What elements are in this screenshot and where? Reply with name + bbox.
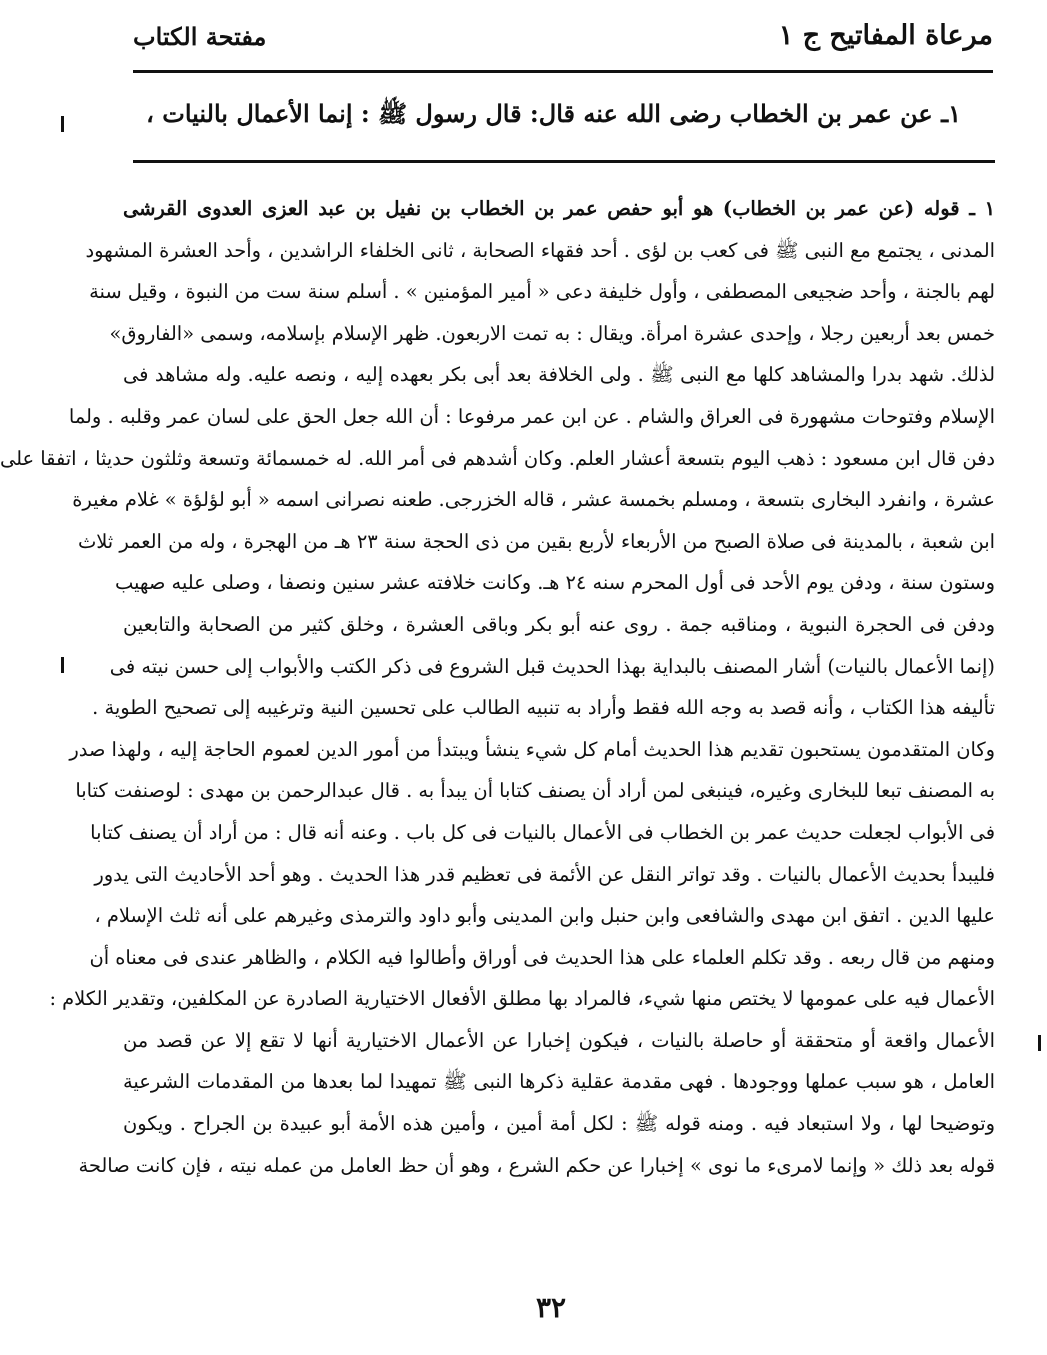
commentary-line: دفن قال ابن مسعود : ذهب اليوم بتسعة أعشار العلم. وكان أشدهم فى أمر الله. له خمسمائة وتسعة وثلثون حديثا ، اتفقا على [0,446,995,470]
commentary-line: خمس بعد أربعين رجلا ، وإحدى عشرة امرأة. ويقال : به تمت الاربعون. ظهر الإسلام بإسلامه، وسمى «الفاروق» [109,321,995,345]
commentary-line: عليها الدين . اتفق ابن مهدى والشافعى وابن حنبل وابن المدينى وأبو داود والترمذى وغيرهم على أنه ثلث الإسلام ، [94,904,995,928]
commentary-line: ودفن فى الحجرة النبوية ، ومناقبه جمة . روى عنه أبو بكر وباقى العشرة ، وخلق كثير من الصحابة والتابعين [123,612,995,636]
commentary-line: قوله بعد ذلك « وإنما لامرىء ما نوى » إخبارا عن حكم الشرع ، وهو أن حظ العامل من عمله نيته ، فإن كانت صالحة [78,1153,995,1177]
commentary-line: تأليفه هذا الكتاب ، وأنه قصد به وجه الله فقط وأراد به تنبيه الطالب على تحسين النية وترغيبه إلى تصحيح الطوية . [92,696,995,720]
section-title: مفتحة الكتاب [133,22,267,51]
commentary-line: الأعمال واقعة أو متحققة أو حاصلة بالنيات ، فيكون إخبارا عن الأعمال الاختيارية أنها لا تقع إلا عن قصد من [123,1028,995,1052]
commentary-line: به المصنف تبعا للبخارى وغيره، فينبغى لمن أراد أن يصنف كتابا أن يبدأ به . قال عبدالرحمن بن مهدى : لوصنفت كتابا [75,779,995,803]
commentary-line: الإسلام وفتوحات مشهورة فى العراق والشام . عن ابن عمر مرفوعا : أن الله جعل الحق على لسان عمر وقلبه . ولما [68,404,995,428]
commentary-line: وستون سنة ، ودفن يوم الأحد فى أول المحرم سنه ٢٤ هـ. وكانت خلافته عشر سنين ونصفا ، وصلى عليه صهيب [114,571,995,595]
commentary-line: (إنما الأعمال بالنيات) أشار المصنف بالبداية بهذا الحديث قبل الشروع فى ذكر الكتب والأبواب إلى حسن نيته فى [109,654,995,678]
scan-edge-mark [61,657,64,673]
running-header [133,20,993,73]
hadith-text: ١ـ عن عمر بن الخطاب رضى الله عنه قال: قال رسول ﷺ : إنما الأعمال بالنيات ، [146,99,961,128]
commentary-body [0,188,995,1186]
separator-rule [133,160,995,163]
commentary-line: ابن شعبة ، بالمدينة فى صلاة الصبح من الأربعاء لأربع بقين من ذى الحجة سنة ٢٣ هـ من الهجرة ، وله من العمر ثلاث [77,529,995,553]
commentary-line: الأعمال فيه على عمومها لا يختص منها شيء، فالمراد بها مطلق الأفعال الاختيارية الصادرة عن المكلفين، وتقدير الكلام : [49,987,995,1011]
scan-edge-mark [61,116,64,132]
page-number: ٣٢ [535,1291,567,1324]
commentary-line: ١ ـ قوله (عن عمر بن الخطاب) هو أبو حفص عمر بن الخطاب بن نفيل بن عبد العزى العدوى القرشى [123,197,995,220]
commentary-line: لذلك. شهد بدرا والمشاهد كلها مع النبى ﷺ . ولى الخلافة بعد أبى بكر بعهده إليه ، ونصه عليه. وله مشاهد فى [123,363,995,387]
book-title: مرعاة المفاتيح ج ١ [778,20,993,51]
commentary-line: وكان المتقدمون يستحبون تقديم هذا الحديث أمام كل شيء ينشأ ويبتدأ من أمور الدين لعموم الحاجة إليه ، ولهذا صدر [69,737,995,761]
commentary-line: لهم بالجنة ، وأحد ضجيعى المصطفى ، وأول خليفة دعى « أمير المؤمنين » . أسلم سنة ست من النبوة ، وقيل سنة [89,280,995,304]
scan-edge-mark [1038,1035,1041,1051]
commentary-line: ومنهم من قال ربعه . وقد تكلم العلماء على هذا الحديث فى أوراق وأطالوا فيه الكلام ، والظاهر عندى فى معناه أن [89,945,995,969]
commentary-line: المدنى ، يجتمع مع النبى ﷺ فى كعب بن لؤى . أحد فقهاء الصحابة ، ثانى الخلفاء الراشدين ، وأحد العشرة المشهود [85,238,995,262]
commentary-line: العامل ، هو سبب عملها ووجودها . فهى مقدمة عقلية ذكرها النبى ﷺ تمهيدا لما بعدها من المقدمات الشرعية [123,1070,995,1094]
commentary-line: فليبدأ بحديث الأعمال بالنيات . وقد تواتر النقل عن الأئمة فى تعظيم قدر هذا الحديث . وهو أحد الأحاديث التى يدور [94,862,995,886]
commentary-line: وتوضيحا لها ، ولا استبعاد فيه . ومنه قوله ﷺ : لكل أمة أمين ، وأمين هذه الأمة أبو عبيدة بن الجراح . ويكون [123,1112,995,1136]
commentary-line: عشرة ، وانفرد البخارى بتسعة ، ومسلم بخمسة عشر ، قاله الخزرجى. طعنه نصرانى اسمه « أبو لؤلؤة » غلام مغيرة [72,488,995,512]
commentary-line: فى الأبواب لجعلت حديث عمر بن الخطاب فى الأعمال بالنيات فى كل باب . وعنه أنه قال : من أراد أن يصنف كتابا [90,820,995,844]
